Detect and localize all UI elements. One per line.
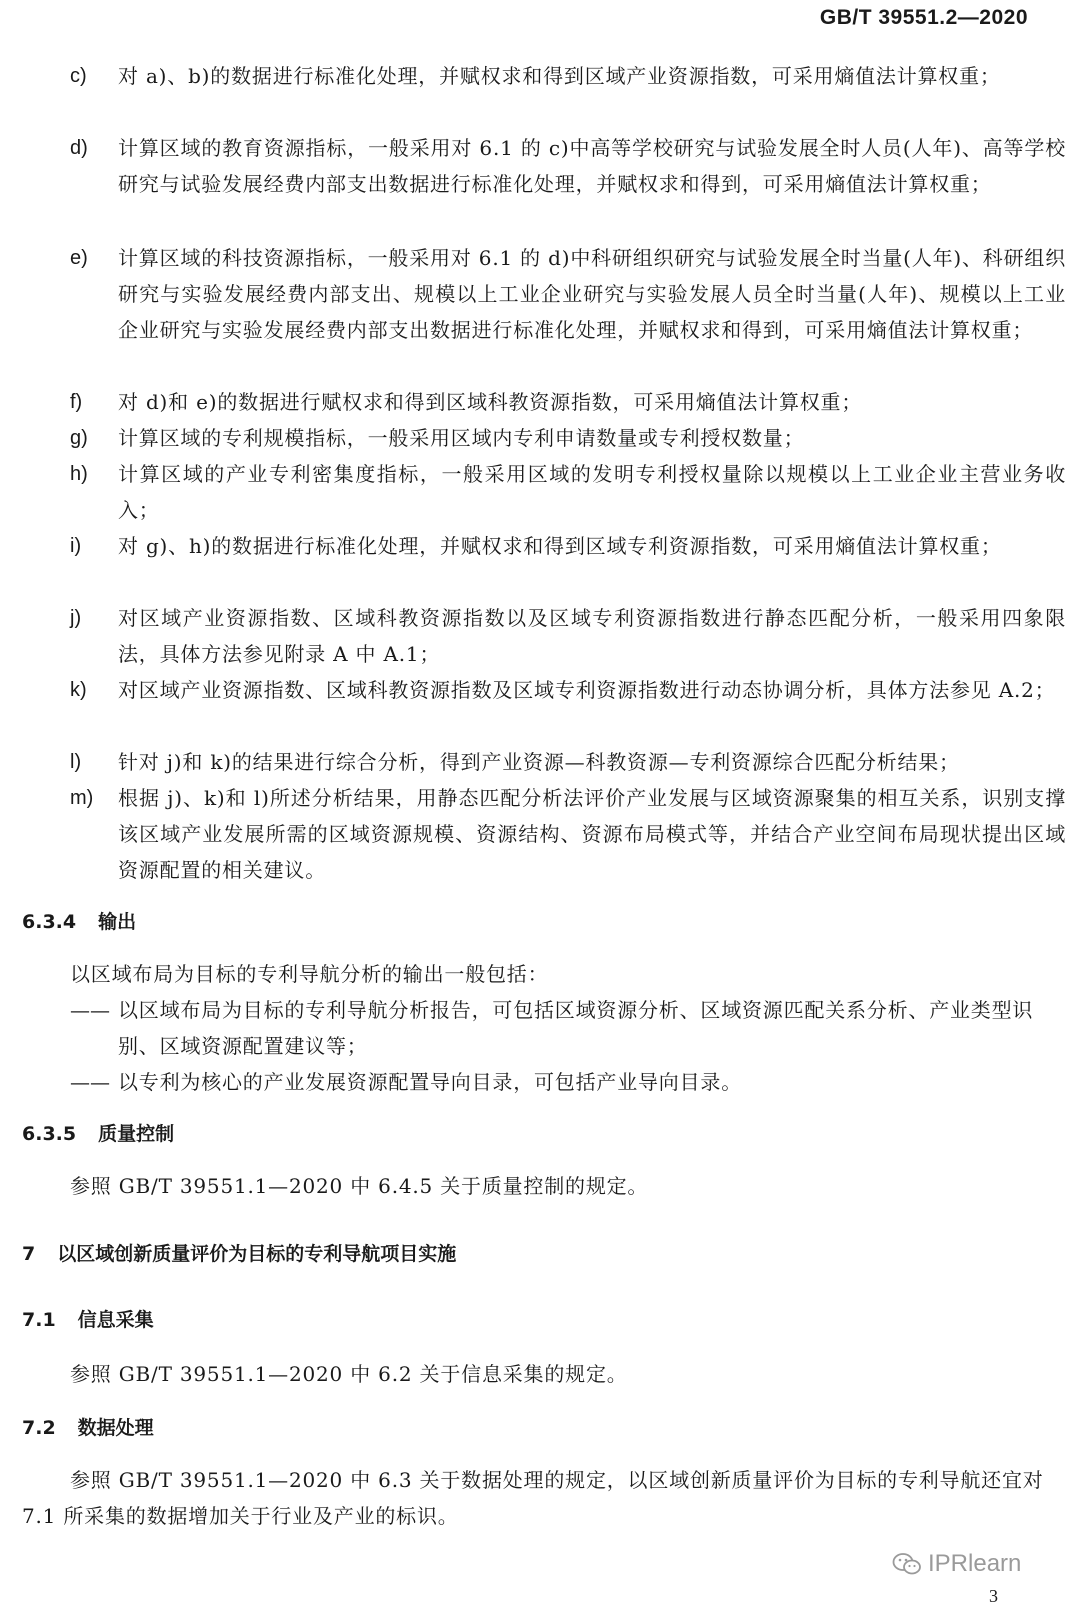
list-marker: i) bbox=[70, 535, 82, 557]
list-marker: k) bbox=[70, 679, 87, 701]
page-number: 3 bbox=[989, 1586, 998, 1606]
watermark-text: IPRlearn bbox=[928, 1550, 1022, 1577]
watermark bbox=[892, 1550, 1021, 1578]
list-item-text: 对区域产业资源指数、区域科教资源指数及区域专利资源指数进行动态协调分析，具体方法参见 A.2； bbox=[118, 678, 1056, 702]
list-item-k bbox=[70, 672, 1066, 708]
list-marker: c) bbox=[70, 65, 87, 87]
list-marker: f) bbox=[70, 391, 83, 413]
standard-code-header: GB/T 39551.2—2020 bbox=[819, 6, 1028, 29]
list-item-text: 计算区域的教育资源指标，一般采用对 6.1 的 c)中高等学校研究与试验发展全时人员(人年)、高等学校研究与试验发展经费内部支出数据进行标准化处理，并赋权求和得到，可采用熵值法计算权重； bbox=[118, 136, 1066, 196]
section-heading-6-3-5 bbox=[22, 1120, 174, 1148]
list-marker: m) bbox=[70, 787, 94, 809]
list-item-i bbox=[70, 528, 1066, 564]
section-heading-7-2 bbox=[22, 1414, 154, 1442]
dash-item-text: 以区域布局为目标的专利导航分析报告，可包括区域资源分析、区域资源匹配关系分析、产业类型识别、区域资源配置建议等； bbox=[118, 998, 1034, 1058]
dash-list-item bbox=[70, 992, 1066, 1064]
list-item-text: 对 a)、b)的数据进行标准化处理，并赋权求和得到区域产业资源指数，可采用熵值法计算权重； bbox=[118, 64, 1001, 88]
list-item-g bbox=[70, 420, 1066, 456]
list-item-text: 对 g)、h)的数据进行标准化处理，并赋权求和得到区域专利资源指数，可采用熵值法计算权重； bbox=[118, 534, 1002, 558]
section-title: 输出 bbox=[98, 911, 137, 933]
section-text: 参照 GB/T 39551.1—2020 中 6.4.5 关于质量控制的规定。 bbox=[70, 1174, 649, 1198]
list-item-e bbox=[70, 240, 1066, 348]
list-item-text: 针对 j)和 k)的结果进行综合分析，得到产业资源—科教资源—专利资源综合匹配分析结果； bbox=[118, 750, 960, 774]
section-intro: 以区域布局为目标的专利导航分析的输出一般包括： bbox=[70, 962, 549, 986]
section-text: 参照 GB/T 39551.1—2020 中 6.3 关于数据处理的规定，以区域创新质量评价为目标的专利导航还宜对 7.1 所采集的数据增加关于行业及产业的标识。 bbox=[22, 1468, 1044, 1528]
list-item-l bbox=[70, 744, 1066, 780]
section-number: 6.3.4 bbox=[22, 911, 77, 933]
list-item-text: 对 d)和 e)的数据进行赋权求和得到区域科教资源指数，可采用熵值法计算权重； bbox=[118, 390, 863, 414]
list-marker: j) bbox=[70, 607, 82, 629]
section-title: 质量控制 bbox=[98, 1123, 175, 1145]
section-text: 参照 GB/T 39551.1—2020 中 6.2 关于信息采集的规定。 bbox=[70, 1362, 628, 1386]
chapter-title: 以区域创新质量评价为目标的专利导航项目实施 bbox=[57, 1243, 457, 1265]
section-number: 7.2 bbox=[22, 1417, 56, 1439]
list-item-d bbox=[70, 130, 1066, 202]
list-marker: e) bbox=[70, 247, 88, 269]
list-marker: g) bbox=[70, 427, 88, 449]
chapter-heading-7 bbox=[22, 1240, 456, 1268]
dash-list-item bbox=[70, 1064, 1066, 1100]
list-item-f bbox=[70, 384, 1066, 420]
dash-item-text: 以专利为核心的产业发展资源配置导向目录，可包括产业导向目录。 bbox=[118, 1070, 742, 1094]
list-marker: h) bbox=[70, 463, 88, 485]
list-item-text: 根据 j)、k)和 l)所述分析结果，用静态匹配分析法评价产业发展与区域资源聚集的相互关系，识别支撑该区域产业发展所需的区域资源规模、资源结构、资源布局模式等，并结合产业空间布局现状提出区域资源配置的相关建议。 bbox=[118, 786, 1066, 882]
list-item-j bbox=[70, 600, 1066, 672]
section-number: 7.1 bbox=[22, 1309, 56, 1331]
dash-marker: —— bbox=[70, 1070, 110, 1094]
list-item-m bbox=[70, 780, 1066, 888]
list-item-text: 计算区域的科技资源指标，一般采用对 6.1 的 d)中科研组织研究与试验发展全时当量(人年)、科研组织研究与实验发展经费内部支出、规模以上工业企业研究与实验发展人员全时当量(人年)、规模以上工业企业研究与实验发展经费内部支出数据进行标准化处理，并赋权求和得到，可采用熵值法计算权重； bbox=[118, 246, 1066, 342]
list-marker: l) bbox=[70, 751, 82, 773]
list-item-text: 计算区域的专利规模指标，一般采用区域内专利申请数量或专利授权数量； bbox=[118, 426, 805, 450]
list-item-text: 对区域产业资源指数、区域科教资源指数以及区域专利资源指数进行静态匹配分析，一般采用四象限法，具体方法参见附录 A 中 A.1； bbox=[118, 606, 1066, 666]
list-item-h bbox=[70, 456, 1066, 528]
list-marker: d) bbox=[70, 137, 88, 159]
section-title: 数据处理 bbox=[77, 1417, 154, 1439]
chapter-number: 7 bbox=[22, 1243, 36, 1265]
section-heading-7-1 bbox=[22, 1306, 154, 1334]
section-number: 6.3.5 bbox=[22, 1123, 77, 1145]
section-heading-6-3-4 bbox=[22, 908, 136, 936]
section-title: 信息采集 bbox=[77, 1309, 154, 1331]
dash-marker: —— bbox=[70, 998, 110, 1022]
list-item-text: 计算区域的产业专利密集度指标，一般采用区域的发明专利授权量除以规模以上工业企业主营业务收入； bbox=[118, 462, 1066, 522]
list-item-c bbox=[70, 58, 1066, 94]
wechat-icon bbox=[892, 1552, 922, 1576]
